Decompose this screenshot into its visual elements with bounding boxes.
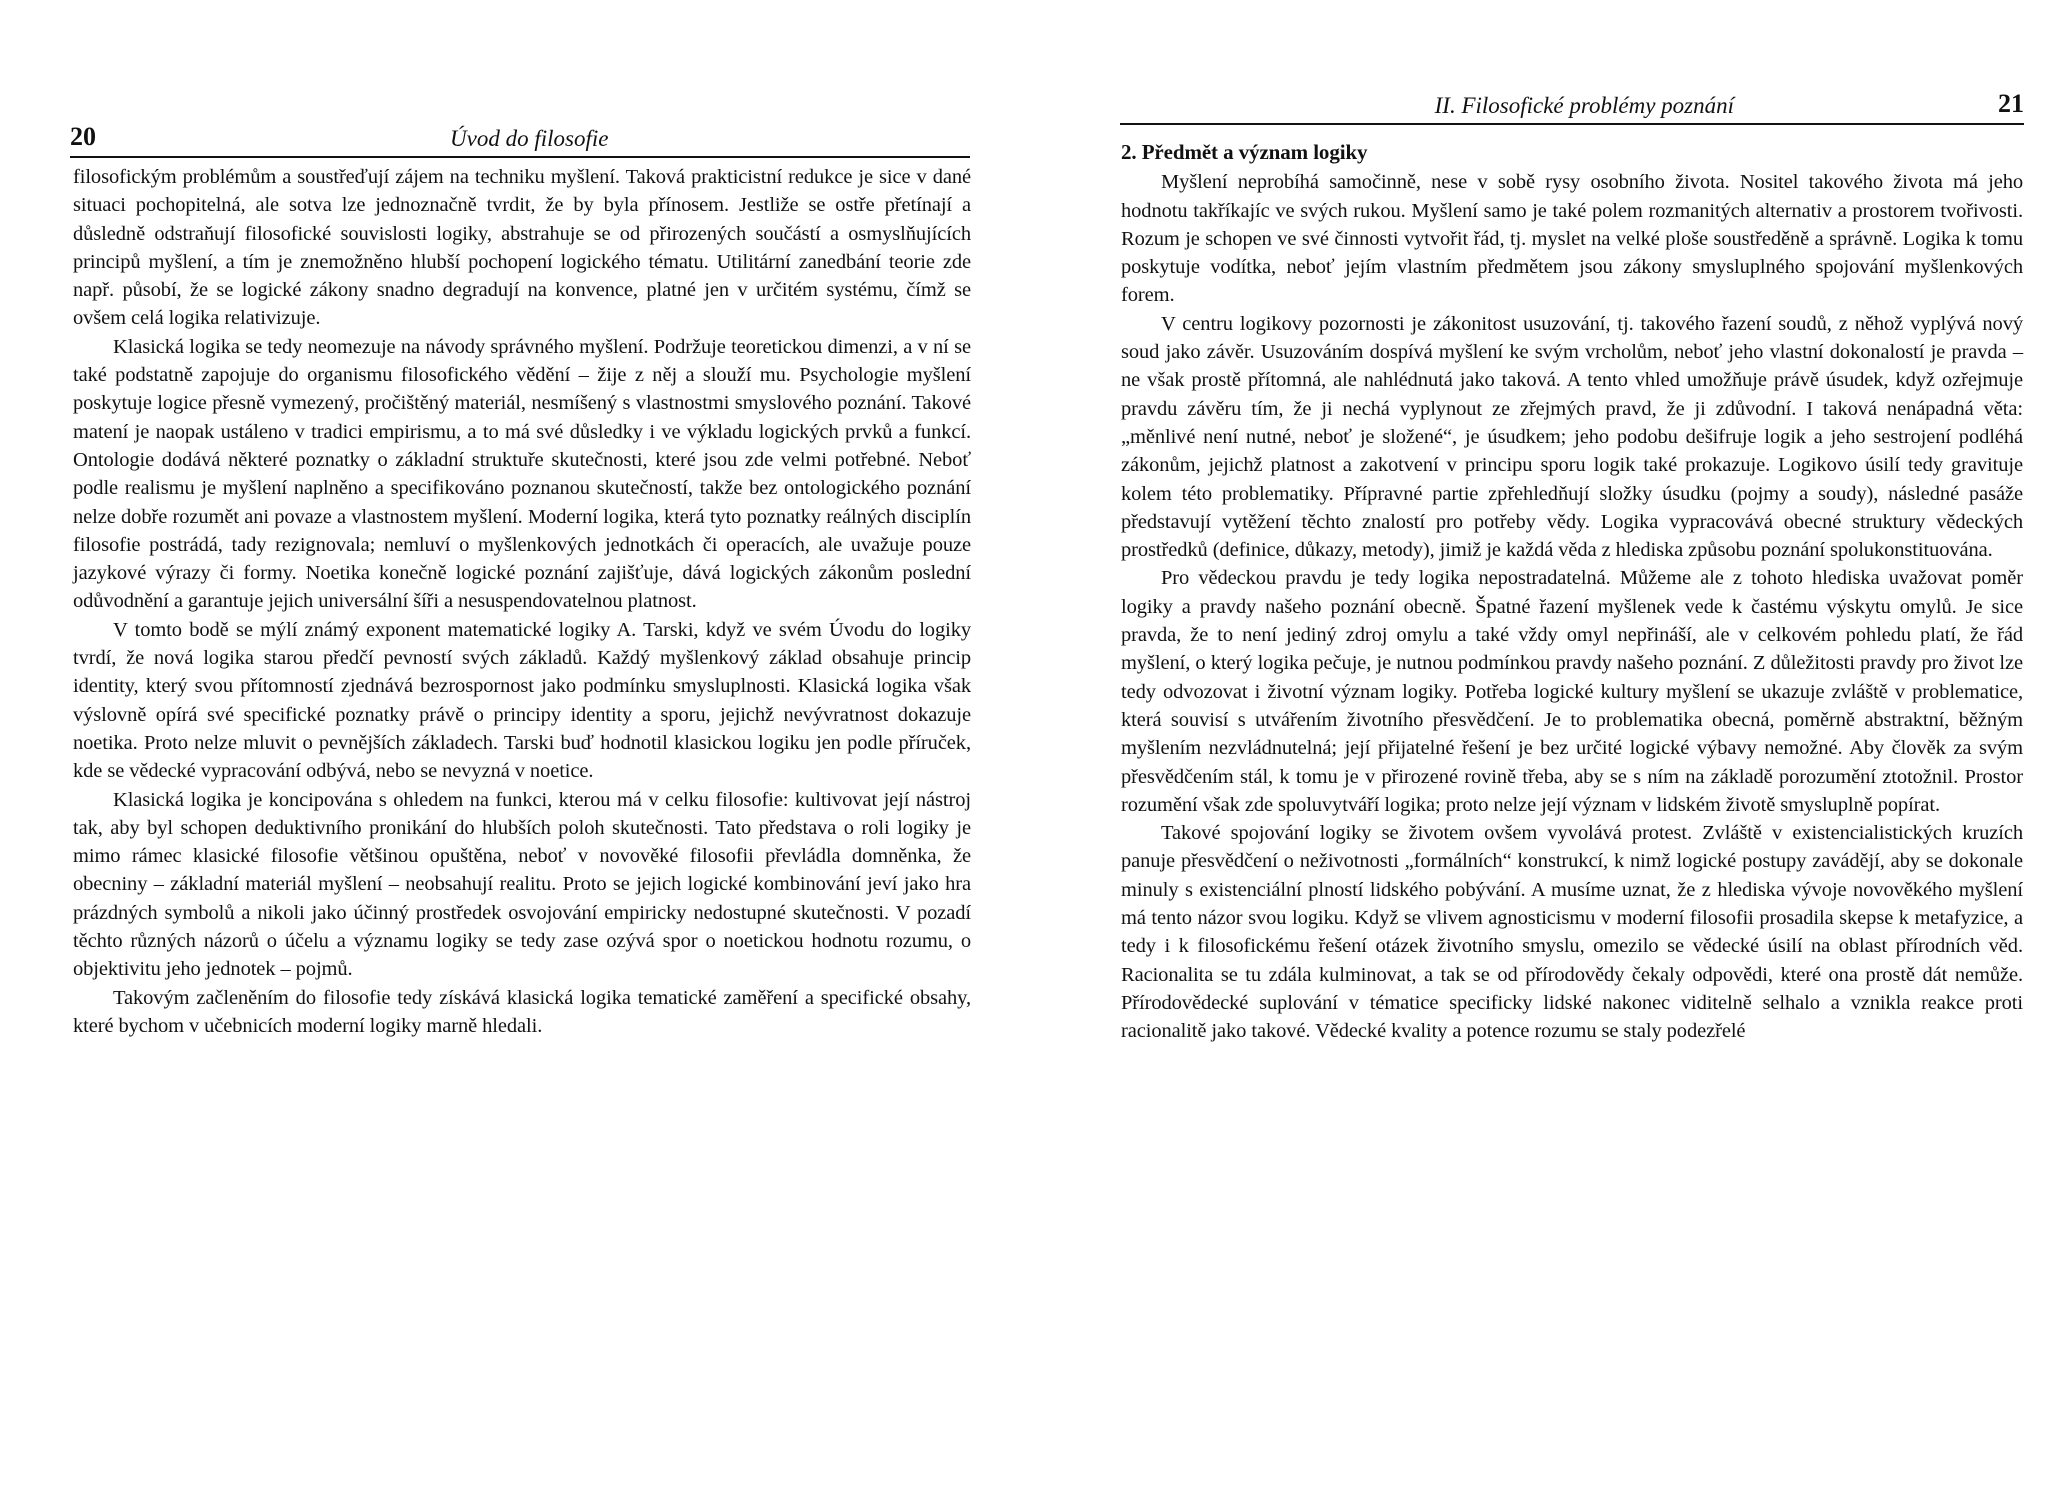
running-title-left: Úvod do filosofie <box>450 126 609 151</box>
right-page-body <box>1121 138 2023 1046</box>
paragraph: Takové spojování logiky se životem ovšem vyvolává protest. Zvláště v existencialistických kruzích panuje přesvědčení o neživotnosti „formálních“ konstrukcí, k nimž logické postupy zavádějí, aby se dokonale minuly s existenciální plností lidského pobývání. A musíme uznat, že z hlediska vývoje novověkého myšlení má tento názor svou logiku. Když se vlivem agnosticismu v moderní filosofii prosadila skepse k metafyzice, a tedy i k filosofickému řešení otázek životního smyslu, omezilo se vědecké úsilí na oblast přírodních věd. Racionalita se tu zdála kulminovat, a tak se od přírodovědy čekaly odpovědi, které ona prostě dát nemůže. Přírodovědecké suplování v tématice specificky lidské nakonec viditelně selhalo a vznikla reakce proti racionalitě jako takové. Vědecké kvality a potence rozumu se staly podezřelé <box>1121 822 2023 1043</box>
paragraph: V tomto bodě se mýlí známý exponent matematické logiky A. Tarski, když ve svém Úvodu do logiky tvrdí, že nová logika starou předčí pevností svých základů. Každý myšlenkový základ obsahuje princip identity, který svou přítomností zjednává bezrospornost jako podmínku smysluplnosti. Klasická logika však výslovně opírá své specifické poznatky právě o principy identity a sporu, jejichž nevývratnost dokazuje noetika. Proto nelze mluvit o pevnějších základech. Tarski buď hodnotil klasickou logiku jen podle příruček, kde se vědecké vypracování odbývá, nebo se nevyzná v noetice. <box>73 618 971 783</box>
paragraph: Myšlení neprobíhá samočinně, nese v sobě rysy osobního života. Nositel takového života má jeho hodnotu takříkajíc ve svých rukou. Myšlení samo je také polem rozmanitých alternativ a prostorem tvořivosti. Rozum je schopen ve své činnosti vytvořit řád, tj. myslet na velké ploše soustředěně a správně. Logika k tomu poskytuje vodítka, neboť jejím vlastním předmětem jsou zákony smysluplného spojování myšlenkových forem. <box>1121 171 2023 307</box>
right-page <box>1034 0 2068 1500</box>
left-page-body <box>73 163 971 1040</box>
paragraph: Klasická logika je koncipována s ohledem na funkci, kterou má v celku filosofie: kultivovat její nástroj tak, aby byl schopen deduktivního pronikání do hlubších poloh skutečnosti. Tato představa o roli logiky je mimo rámec klasické filosofie většinou opuštěna, neboť v novověké filosofii převládla domněnka, že obecniny – základní materiál myšlení – neobsahují realitu. Proto se jejich logické kombinování jeví jako hra prázdných symbolů a nikoli jako účinný prostředek osvojování empiricky nedostupné skutečnosti. V pozadí těchto různých názorů o účelu a významu logiky se tedy zase ozývá spor o noetickou hodnotu rozumu, o objektivitu jeho jednotek – pojmů. <box>73 788 971 981</box>
paragraph: Klasická logika se tedy neomezuje na návody správného myšlení. Podržuje teoretickou dimenzi, a v ní se také podstatně zapojuje do organismu filosofického vědění – žije z něj a slouží mu. Psychologie myšlení poskytuje logice přesně vymezený, pročištěný materiál, nesmíšený s vlastnostmi smyslového poznání. Takové matení je naopak ustáleno v tradici empirismu, a to má své důsledky i ve výkladu logických prvků a funkcí. Ontologie dodává některé poznatky o základní struktuře skutečnosti, které jsou zde velmi potřebné. Neboť podle realismu je myšlení naplněno a specifikováno poznanou skutečností, takže bez ontologického poznání nelze dobře rozumět ani povaze a vlastnostem myšlení. Moderní logika, která tyto poznatky reálných disciplín filosofie postrádá, tady rezignovala; nemluví o myšlenkových jednotkách či operacích, ale uvažuje pouze jazykové výrazy či formy. Noetika konečně logické poznání zajišťuje, dává logických zákonům poslední odůvodnění a garantuje jejich universální šíři a nesuspendovatelnou platnost. <box>73 335 971 613</box>
section-heading: 2. Předmět a význam logiky <box>1121 140 1368 164</box>
right-page-header <box>1120 83 2024 125</box>
running-title-right: II. Filosofické problémy poznání <box>1434 93 1734 118</box>
page-number-left: 20 <box>70 122 96 151</box>
paragraph: Takovým začleněním do filosofie tedy získává klasická logika tematické zaměření a specifické obsahy, které bychom v učebnicích moderní logiky marně hledali. <box>73 986 971 1037</box>
page-number-right: 21 <box>1998 89 2024 118</box>
left-page-header <box>70 116 970 158</box>
paragraph: filosofickým problémům a soustřeďují zájem na techniku myšlení. Taková prakticistní redukce je sice v dané situaci pochopitelná, ale sotva lze jednoznačně tvrdit, že by byla přínosem. Jestliže se ostře přetínají a důsledně odstraňují filosofické souvislosti logiky, abstrahuje se od přirozených součástí a osmyslňujících principů myšlení, a tím je znemožněno hlubší pochopení logického tématu. Utilitární zanedbání teorie zde např. působí, že se logické zákony snadno degradují na konvence, platné jen v určitém systému, čímž se ovšem celá logika relativizuje. <box>73 166 971 330</box>
paragraph: V centru logikovy pozornosti je zákonitost usuzování, tj. takového řazení soudů, z něhož vyplývá nový soud jako závěr. Usuzováním dospívá myšlení ke svým vrcholům, neboť jeho vlastní dokonalostí je pravda – ne však prostě přítomná, ale nahlédnutá jako taková. A tento vhled umožňuje právě úsudek, když ozřejmuje pravdu závěru tím, že ji nechá vyplynout ze zřejmých pravd, že ji zdůvodní. I taková nenápadná věta: „měnlivé není nutné, neboť je složené“, je úsudkem; jeho podobu dešifruje logik a jeho sestrojení podléhá zákonům, jejichž platnost a zakotvení v principu sporu logik také prokazuje. Logikovo úsilí tedy gravituje kolem této problematiky. Přípravné partie zpřehledňují složky úsudku (pojmy a soudy), následné pasáže představují vytěžení těchto znalostí pro potřeby vědy. Logika vypracovává obecné struktury vědeckých prostředků (definice, důkazy, metody), jimiž je každá věda z hlediska způsobu poznání spolukonstituována. <box>1121 312 2023 562</box>
paragraph: Pro vědeckou pravdu je tedy logika nepostradatelná. Můžeme ale z tohoto hlediska uvažovat poměr logiky a pravdy našeho poznání obecně. Špatné řazení myšlenek vede k častému výskytu omylů. Je sice pravda, že to není jediný zdroj omylu a také vždy omyl nepřináší, ale v celkovém pohledu platí, že řád myšlení, o který logika pečuje, je nutnou podmínkou pravdy našeho poznání. Z důležitosti pravdy pro život lze tedy odvozovat i životní význam logiky. Potřeba logické kultury myšlení se ukazuje zvláště v problematice, která souvisí s utvářením životního přesvědčení. Je to problematika obecná, poměrně abstraktní, běžným myšlením nezvládnutelná; její přijatelné řešení je bez určité logické výbavy nemožné. Aby člověk za svým přesvědčením stál, k tomu je v přirozené rovině třeba, aby se s ním na základě porozumění ztotožnil. Prostor rozumění však zde spoluvytváří logika; proto nelze její význam v lidském životě smysluplně popírat. <box>1121 567 2023 816</box>
